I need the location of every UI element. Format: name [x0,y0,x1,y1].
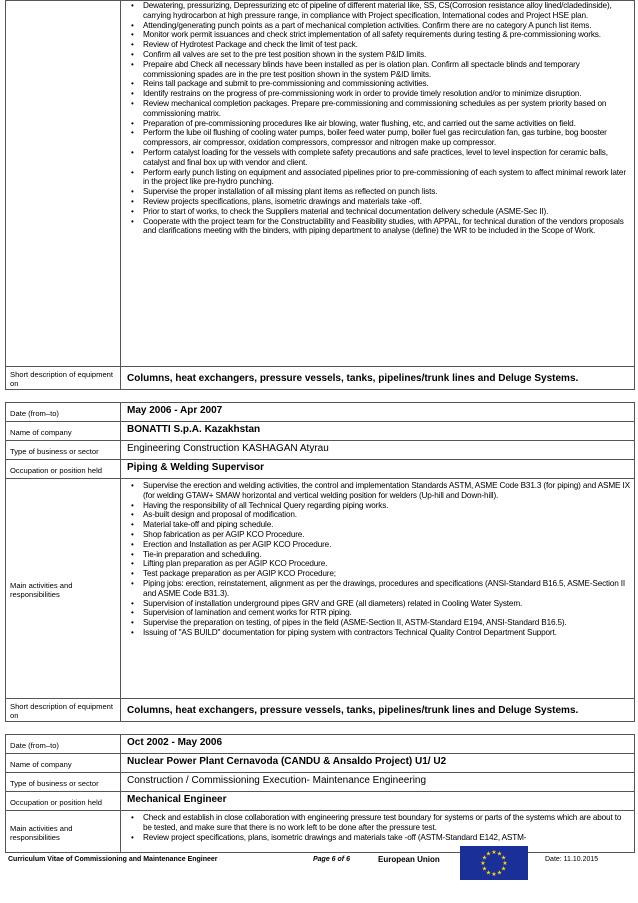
activities-label: Main activities and responsibilities [6,479,121,699]
flag-star: ★ [500,855,507,862]
list-item: • Shop fabrication as per AGIP KCO Procedure. [143,530,630,540]
activities-label-empty [6,1,121,367]
flag-star: ★ [485,870,492,877]
cv-title: Curriculum Vitae of Commissioning and Maintenance Engineer [8,856,218,863]
list-item: • Preparation of pre-commissioning procedures like air blowing, water flushing, etc, and carried out the same activities on field. [143,119,630,129]
list-item: • As-built design and proposal of modification. [143,510,630,520]
company-value: Nuclear Power Plant Cernavoda (CANDU & Ansaldo Project) U1/ U2 [121,754,635,773]
flag-star: ★ [491,850,497,856]
date-value: Oct 2002 - May 2006 [121,735,635,754]
list-item: • Review project specifications, plans, isometric drawings and materials take -off (ASTM-Standard E142, ASTM- [143,833,630,843]
company-value: BONATTI S.p.A. Kazakhstan [121,422,635,441]
short-description-value: Columns, heat exchangers, pressure vessels, tanks, pipelines/trunk lines and Deluge Systems. [121,367,635,390]
list-item: • Confirm all valves are set to the pre test position shown in the system P&ID limits. [143,50,630,60]
page-footer [5,846,635,878]
list-item: • Material take-off and piping schedule. [143,520,630,530]
list-item: • Prepaire abd Check all necessary blinds have been installed as per is olation plan. Confirm all spectacle blinds and temporary commissioning spades are in the pre test position shown in the system P&ID limits. [143,60,630,80]
position-label: Occupation or position held [6,460,121,479]
flag-star: ★ [491,872,497,878]
list-item: • Review mechanical completion packages. Prepare pre-commissioning and commissioning schedules as per system priority based on commissioning matrix. [143,99,630,119]
business-value: Engineering Construction KASHAGAN Atyrau [121,441,635,460]
company-label: Name of company [6,422,121,441]
experience-block-bonatti [5,402,635,722]
flag-star: ★ [496,870,503,877]
business-label: Type of business or sector [6,441,121,460]
short-description-value: Columns, heat exchangers, pressure vessels, tanks, pipelines/trunk lines and Deluge Systems. [121,699,635,722]
list-item: • Review of Hydrotest Package and check the limit of test pack. [143,40,630,50]
company-label: Name of company [6,754,121,773]
list-item: • Having the responsibility of all Technical Query regarding piping works. [143,501,630,511]
list-item: • Supervise the preparation on testing, of pipes in the field (ASME-Section II, ASTM-Standard E194, ANSI-Standard B16.5). [143,618,630,628]
short-description-label: Short description of equipment on [6,699,121,722]
flag-star: ★ [485,851,492,858]
position-value: Piping & Welding Supervisor [121,460,635,479]
list-item: • Review projects specifications, plans, isometric drawings and materials take -off. [143,197,630,207]
list-item: • Piping jobs: erection, reinstatement, alignment as per the drawings, procedures and specifications (ANSI-Standard B16.5, ASME-Section II and ASME Code B31.3). [143,579,630,599]
list-item: • Monitor work permit issuances and check strict implementation of all safety requirements during testing & pre-commissioning works. [143,30,630,40]
flag-star: ★ [481,855,488,862]
list-item: • Lifting plan preparation as per AGIP KCO Procedure. [143,559,630,569]
position-value: Mechanical Engineer [121,792,635,811]
list-item: • Dewatering, pressurizing, Depressurizing etc of pipeline of different material like, SS, CS(Corrosion resistance alloy lined/cladedinside), carrying hydrocarbon at high pressure range, in compliance with Project specification, International codes and Project HSE plan. [143,1,630,21]
short-description-label: Short description of equipment on [6,367,121,390]
position-label: Occupation or position held [6,792,121,811]
flag-star: ★ [481,866,488,873]
list-item: • Tie-in preparation and scheduling. [143,550,630,560]
list-item: • Attending/generating punch points as a part of mechanical completion activities. Confirm there are no category A punch list items. [143,21,630,31]
activities-list [127,813,630,842]
list-item: • Check and establish in close collaboration with engineering pressure test boundary for systems or parts of the systems which are about to be tested, and make sure that there is no work left to be done after the pressure test. [143,813,630,833]
list-item: • Perform the lube oil flushing of cooling water pumps, boiler feed water pump, boiler fuel gas recirculation fan, gas turbine, bog booster compressors, air compressor, oxidation compressors, compressor and nitrogen make up compressor. [143,128,630,148]
eu-label: European Union [378,855,440,864]
page-number: Page 6 of 6 [313,856,350,863]
flag-star: ★ [502,861,508,867]
list-item: • Reins tall package and submit to pre-commissioning and commissioning activities. [143,79,630,89]
list-item: • Supervision of installation underground pipes GRV and GRE (all diameters) related in Cooling Water System. [143,599,630,609]
date-label: Date (from–to) [6,403,121,422]
flag-star: ★ [500,866,507,873]
date-label: Date (from–to) [6,735,121,754]
list-item: • Perform catalyst loading for the vessels with complete safety precautions and safe practices, level to level inspection for ceramic balls, catalyst and final box up with vendor and client. [143,148,630,168]
flag-star: ★ [496,851,503,858]
list-item: • Supervise the erection and welding activities, the control and implementation Standards ASTM, ASME Code B31.3 (for piping) and ASME IX (for welding GTAW+ SMAW horizontal and vertical welding position for welders (Up-hill and Down-hill). [143,481,630,501]
list-item: • Erection and Installation as per AGIP KCO Procedure. [143,540,630,550]
list-item: • Identify restrains on the progress of pre-commissioning work in order to provide timely resolution and/or to minimize disruption. [143,89,630,99]
list-item: • Test package preparation as per AGIP KCO Procedure; [143,569,630,579]
eu-flag-icon [460,846,528,880]
date-value: May 2006 - Apr 2007 [121,403,635,422]
footer-date: Date: 11.10.2015 [545,856,599,863]
list-item: • Perform early punch listing on equipment and associated pipelines prior to pre-commissioning of each system to affect minimal rework later in the project like pre-hydro punching. [143,168,630,188]
list-item: • Supervision of lamination and cement works for RTR piping. [143,608,630,618]
experience-block-cernavoda [5,734,635,853]
activities-list [127,481,630,638]
business-value: Construction / Commissioning Execution- Maintenance Engineering [121,773,635,792]
activities-label: Main activities and responsibilities [6,811,121,853]
list-item: • Issuing of "AS BUILD" documentation for piping system with contractors Technical Quality Control Department Support. [143,628,630,638]
list-item: • Cooperate with the project team for the Constructability and Feasibility studies, with APPAL, for technical duration of the vendors proposals and clarifications meeting with the binders, with piping department to analyse (define) the WR to be included in the Scope of Work. [143,217,630,237]
business-label: Type of business or sector [6,773,121,792]
flag-star: ★ [480,861,486,867]
experience-block-continued [5,0,635,390]
list-item: • Supervise the proper installation of all missing plant items as reflected on punch lists. [143,187,630,197]
activities-list [127,1,630,236]
list-item: • Prior to start of works, to check the Suppliers material and technical documentation delivery schedule (ASME-Sec II). [143,207,630,217]
